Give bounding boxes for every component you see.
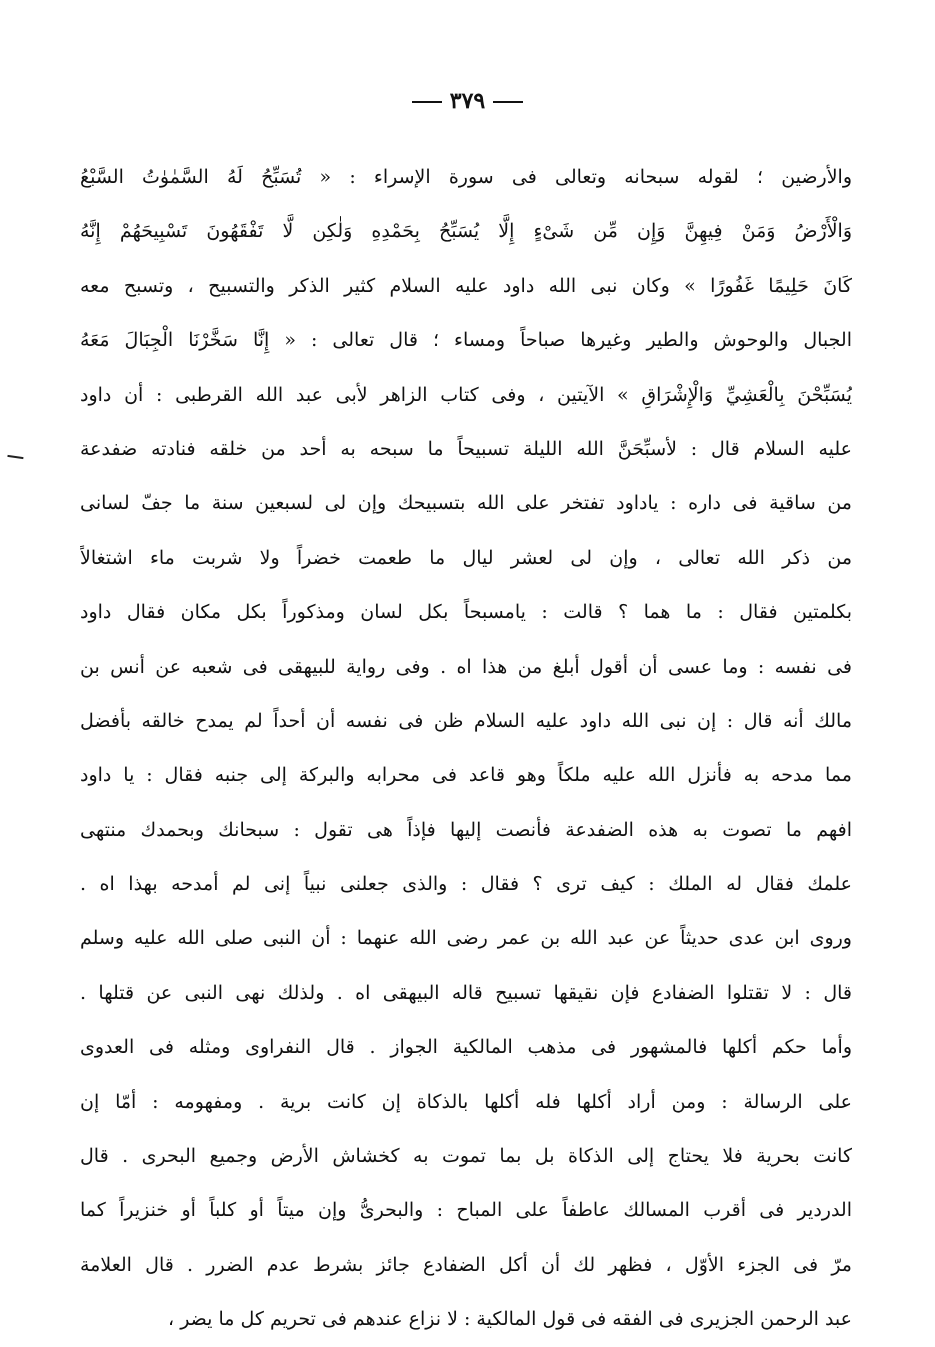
- page-number-dash-left: [412, 101, 442, 103]
- text-line: علمك فقال له الملك : كيف ترى ؟ فقال : والذى جعلنى نبياً إنى لم أمدحه بهذا اه .: [80, 873, 852, 896]
- text-line: الجبال والوحوش والطير وغيرها صباحاً ومساء ؛ قال تعالى : « إِنَّا سَخَّرْنَا الْجِبَالَ مَعَهُ: [80, 329, 852, 352]
- page-number: [0, 88, 935, 114]
- text-line: قال : لا تقتلوا الضفادع فإن نقيقها تسبيح قاله البيهقى اه . ولذلك نهى النبى عن قتلها .: [80, 981, 852, 1004]
- text-line: مما مدحه به فأنزل الله عليه ملكاً وهو قاعد فى محرابه والبركة إلى جنبه فقال : يا داود: [80, 764, 852, 787]
- text-line: الدردير فى أقرب المسالك عاطفاً على المباح : والبحرىُّ وإن ميتاً أو كلباً أو خنزيراً كما: [80, 1199, 852, 1222]
- text-line: بكلمتين فقال : ما هما ؟ قالت : يامسبحاً بكل لسان ومذكوراً بكل مكان فقال داود: [80, 601, 852, 624]
- text-line: على الرسالة : ومن أراد أكلها فله أكلها بالذكاة إن كانت برية . ومفهومه : أمّا إن: [80, 1090, 852, 1113]
- text-line: عليه السلام قال : لأسبِّحَنَّ الله الليلة تسبيحاً ما سبحه به أحد من خلقه فنادته ضفدعة: [80, 437, 852, 460]
- page-number-dash-right: [493, 101, 523, 103]
- text-line: كَانَ حَلِيمًا غَفُورًا » وكان نبى الله داود عليه السلام كثير الذكر والتسبيح ، وتسبح معه: [80, 274, 852, 297]
- text-line: من ذكر الله تعالى ، وإن لى لعشر ليال ما طعمت خضراً ولا شربت ماء اشتغالاً: [80, 546, 852, 569]
- text-line: افهم ما تصوت به هذه الضفدعة فأنصت إليها فإذاً هى تقول : سبحانك وبحمدك منتهى: [80, 818, 852, 841]
- text-line: وروى ابن عدى حديثاً عن عبد الله بن عمر رضى الله عنهما : أن النبى صلى الله عليه وسلم: [80, 927, 852, 950]
- text-line: مالك أنه قال : إن نبى الله داود عليه السلام ظن فى نفسه أن أحداً لم يمدح خالقه بأفضل: [80, 709, 852, 732]
- margin-mark: [7, 447, 24, 459]
- text-line: فى نفسه : وما عسى أن أقول أبلغ من هذا اه . وفى رواية للبيهقى فى شعبه عن أنس بن: [80, 655, 852, 678]
- text-line: وَالْأَرْضُ وَمَنْ فِيهِنَّ وَإِن مِّن شَىْءٍ إِلَّا يُسَبِّحُ بِحَمْدِهِ وَلٰكِن لَّا تَفْقَهُونَ تَسْبِيحَهُمْ إِنَّهُ: [80, 220, 852, 243]
- text-line: من ساقية فى داره : ياداود تفتخر على الله بتسبيحك وإن لى لسبعين سنة ما جفّ لسانى: [80, 492, 852, 515]
- text-line: كانت بحرية فلا يحتاج إلى الذكاة بل بما تموت به كخشاش الأرض وجميع البحرى . قال: [80, 1145, 852, 1168]
- page-number-value: ٣٧٩: [449, 88, 486, 114]
- text-line: مرّ فى الجزء الأوّل ، فظهر لك أن أكل الضفادع جائز بشرط عدم الضرر . قال العلامة: [80, 1253, 852, 1276]
- text-line: وأما حكم أكلها فالمشهور فى مذهب المالكية الجواز . قال النفراوى ومثله فى العدوى: [80, 1036, 852, 1059]
- text-line: والأرضين ؛ لقوله سبحانه وتعالى فى سورة الإسراء : « تُسَبِّحُ لَهُ السَّمٰوٰتُ السَّبْعُ: [80, 166, 852, 188]
- text-line: عبد الرحمن الجزيرى فى الفقه فى قول المالكية : لا نزاع عندهم فى تحريم كل ما يضر ،: [168, 1308, 852, 1331]
- text-line: يُسَبِّحْنَ بِالْعَشِيِّ وَالْإِشْرَاقِ » الآيتين ، وفى كتاب الزاهر لأبى عبد الله القرطبى : أن داود: [80, 383, 852, 406]
- body-text: [80, 150, 852, 1347]
